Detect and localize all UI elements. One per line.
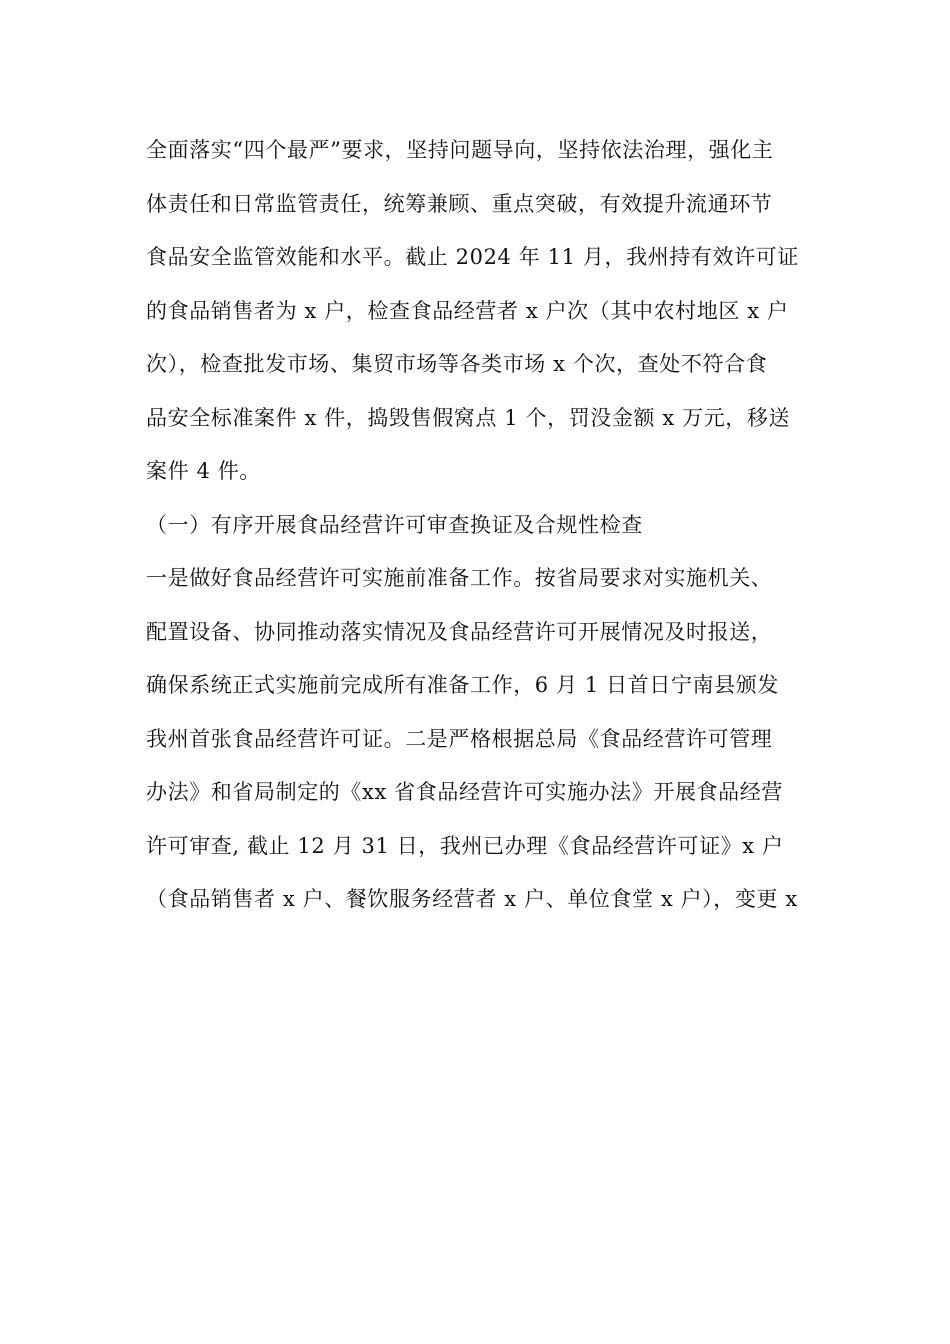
section-heading: （一）有序开展食品经营许可审查换证及合规性检查	[146, 512, 643, 537]
body-line-9: 一是做好食品经营许可实施前准备工作。按省局要求对实施机关、	[146, 566, 773, 590]
body-line-6: 品安全标准案件 x 件，捣毁售假窝点 1 个，罚没金额 x 万元，移送	[146, 405, 791, 430]
body-line-3: 食品安全监管效能和水平。截止 2024 年 11 月，我州持有效许可证	[146, 245, 799, 269]
body-line-5: 次），检查批发市场、集贸市场等各类市场 x 个次，查处不符合食	[146, 352, 768, 376]
body-line-11: 确保系统正式实施前完成所有准备工作，6 月 1 日首日宁南县颁发	[146, 673, 779, 697]
body-line-1: 全面落实“四个最严”要求，坚持问题导向，坚持依法治理，强化主	[146, 138, 774, 162]
body-line-4: 的食品销售者为 x 户，检查食品经营者 x 户次（其中农村地区 x 户	[146, 298, 789, 323]
body-line-7: 案件 4 件。	[146, 459, 261, 483]
body-line-2: 体责任和日常监管责任，统筹兼顾、重点突破，有效提升流通环节	[146, 191, 773, 216]
body-line-13: 办法》和省局制定的《xx 省食品经营许可实施办法》开展食品经营	[146, 780, 783, 804]
document-body	[146, 124, 816, 927]
body-line-10: 配置设备、协同推动落实情况及食品经营许可开展情况及时报送，	[146, 619, 773, 644]
body-line-15: （食品销售者 x 户、餐饮服务经营者 x 户、单位食堂 x 户），变更 x	[146, 887, 798, 911]
body-line-12: 我州首张食品经营许可证。二是严格根据总局《食品经营许可管理	[146, 726, 773, 751]
body-line-14: 许可审查, 截止 12 月 31 日，我州已办理《食品经营许可证》x 户	[146, 833, 784, 858]
